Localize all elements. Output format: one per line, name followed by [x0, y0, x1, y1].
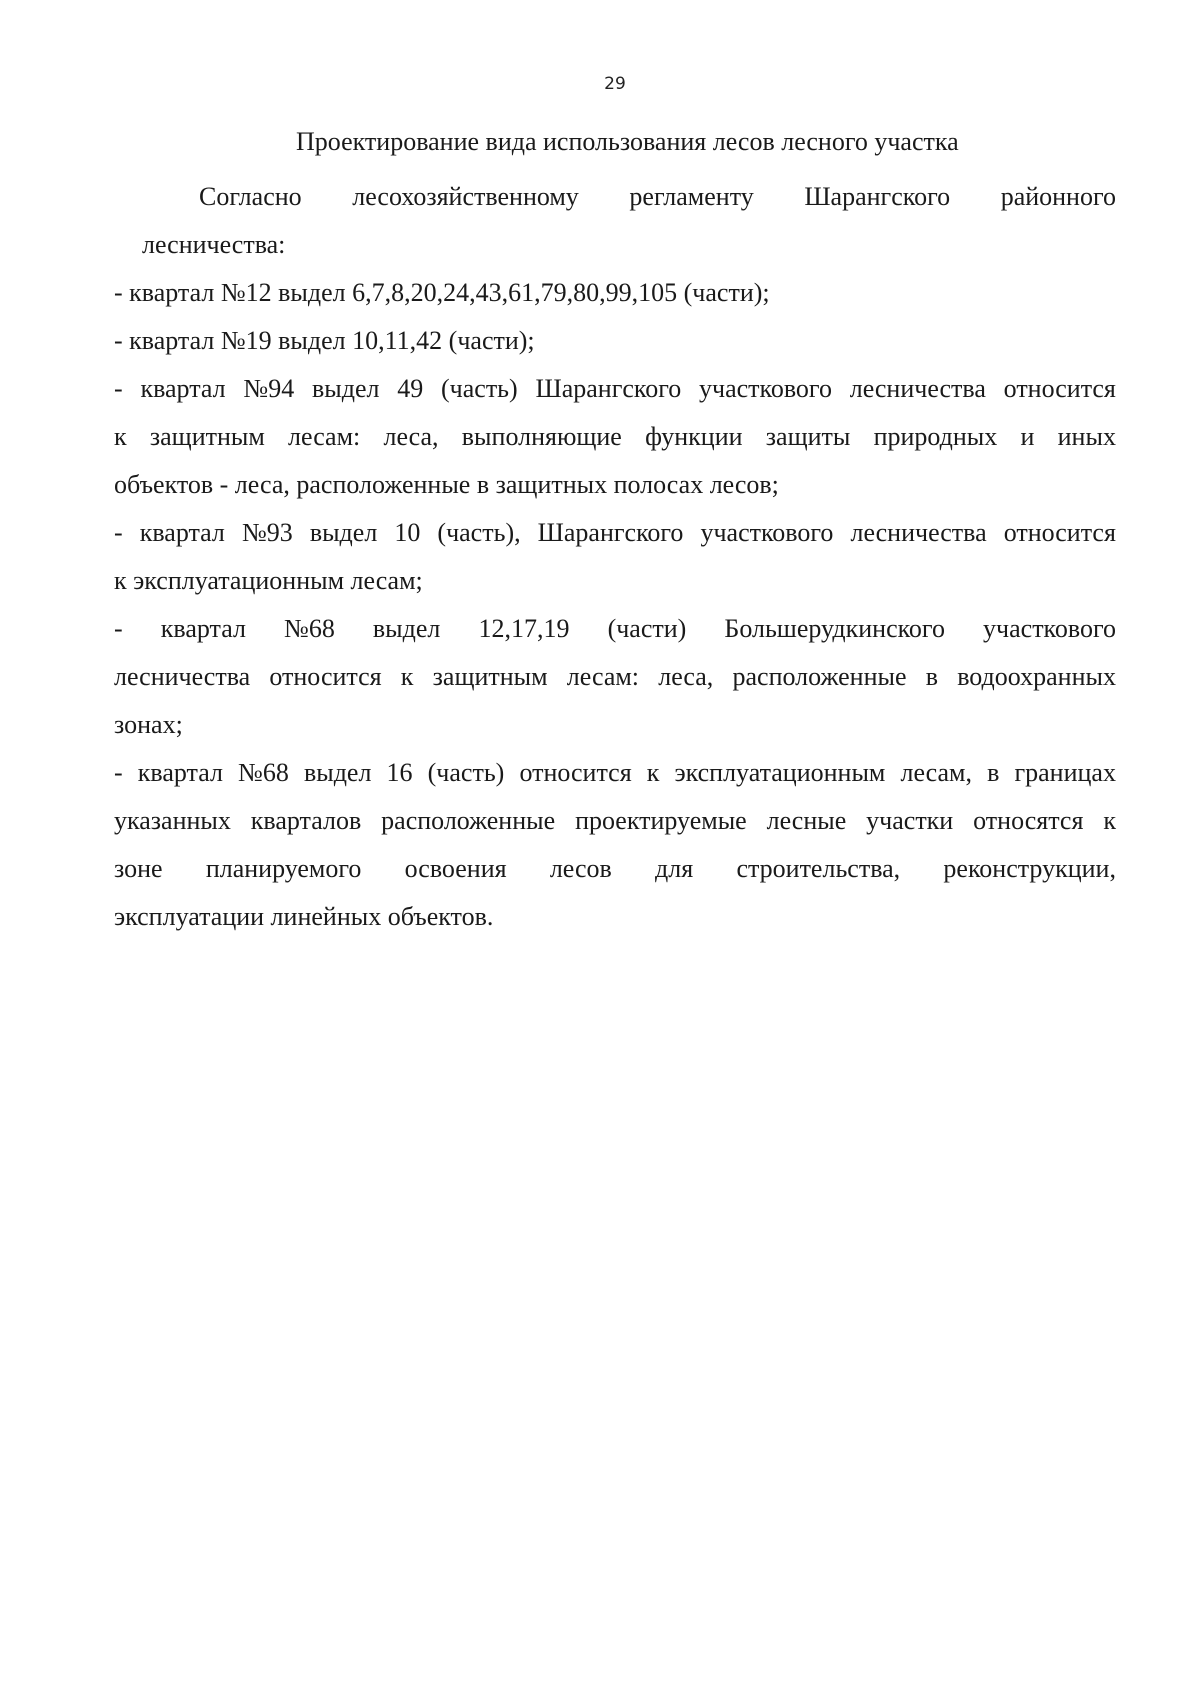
word: лесам,: [900, 758, 972, 787]
word: лесные: [766, 806, 847, 835]
list-item-quarter-68-16-line-1: [114, 749, 1116, 797]
word: освоения: [404, 854, 507, 883]
word: регламенту: [629, 182, 754, 211]
word: водоохранных: [957, 662, 1116, 691]
word: №68: [238, 758, 289, 787]
word: к: [646, 758, 660, 787]
list-item-quarter-68-line-2: [114, 653, 1116, 701]
word: в: [987, 758, 1000, 787]
word: выдел: [311, 374, 380, 403]
word: относится: [519, 758, 632, 787]
word: (части): [607, 614, 687, 643]
word: лесам:: [566, 662, 640, 691]
word: относится: [1003, 518, 1116, 547]
word: выдел: [372, 614, 441, 643]
word: природных: [873, 422, 998, 451]
word: Большерудкинского: [724, 614, 945, 643]
word: 10: [394, 518, 421, 547]
word: проектируемые: [575, 806, 747, 835]
word: защитным: [149, 422, 265, 451]
list-item-quarter-93-line-1: [114, 509, 1116, 557]
word: и: [1020, 422, 1035, 451]
list-item-quarter-19: - квартал №19 выдел 10,11,42 (части);: [114, 326, 535, 355]
word: (часть),: [437, 518, 521, 547]
list-item-quarter-94-line-1: [114, 365, 1116, 413]
word: №94: [243, 374, 295, 403]
word: участки: [866, 806, 954, 835]
word: Шарангского: [535, 374, 682, 403]
word: участкового: [699, 374, 832, 403]
word: лесохозяйственному: [352, 182, 579, 211]
page-number: 29: [604, 74, 626, 94]
section-title: Проектирование вида использования лесов лесного участка: [296, 127, 959, 156]
word: №68: [284, 614, 335, 643]
word: защиты: [765, 422, 851, 451]
word: к: [400, 662, 414, 691]
word: расположенные: [732, 662, 907, 691]
word: указанных: [114, 806, 231, 835]
word: кварталов: [250, 806, 362, 835]
word: -: [114, 614, 123, 643]
word: участкового: [983, 614, 1116, 643]
word: лесам:: [288, 422, 361, 451]
word: -: [114, 758, 123, 787]
list-item-quarter-68-line-3: зонах;: [114, 710, 183, 739]
word: границах: [1014, 758, 1116, 787]
document-body: [114, 173, 1116, 941]
word: участкового: [700, 518, 834, 547]
word: выполняющие: [461, 422, 622, 451]
word: к: [114, 422, 127, 451]
list-item-quarter-68-16-line-2: [114, 797, 1116, 845]
word: -: [114, 518, 123, 547]
word: лесничества: [850, 518, 987, 547]
word: иных: [1057, 422, 1116, 451]
word: выдел: [309, 518, 378, 547]
word: функции: [645, 422, 743, 451]
word: реконструкции,: [943, 854, 1116, 883]
word: защитным: [432, 662, 548, 691]
list-item-quarter-94-line-2: [114, 413, 1116, 461]
word: районного: [1000, 182, 1116, 211]
word: квартал: [160, 614, 246, 643]
list-item-quarter-68-line-1: [114, 605, 1116, 653]
intro-line: [114, 173, 1116, 221]
word: относится: [269, 662, 382, 691]
list-item-quarter-93-line-2: к эксплуатационным лесам;: [114, 566, 423, 595]
word: (часть): [427, 758, 505, 787]
word: эксплуатационным: [674, 758, 886, 787]
word: выдел: [303, 758, 372, 787]
word: (часть): [441, 374, 518, 403]
word: относится: [1003, 374, 1116, 403]
list-item-quarter-68-16-line-3: [114, 845, 1116, 893]
list-item-quarter-12: - квартал №12 выдел 6,7,8,20,24,43,61,79,80,99,105 (части);: [114, 278, 770, 307]
word: Шарангского: [804, 182, 951, 211]
word: зоне: [114, 854, 163, 883]
word: квартал: [137, 758, 223, 787]
list-item-quarter-94-line-3: объектов - леса, расположенные в защитных полосах лесов;: [114, 470, 779, 499]
intro-tail: лесничества:: [142, 230, 286, 259]
word: лесничества: [114, 662, 251, 691]
word: относятся: [973, 806, 1084, 835]
word: квартал: [140, 374, 226, 403]
word: к: [1103, 806, 1116, 835]
word: Шарангского: [537, 518, 684, 547]
word: 49: [397, 374, 424, 403]
word: для: [655, 854, 694, 883]
word: лесничества: [849, 374, 986, 403]
word: Согласно: [199, 182, 302, 211]
list-item-quarter-68-16-line-4: эксплуатации линейных объектов.: [114, 902, 494, 931]
word: расположенные: [381, 806, 556, 835]
word: 12,17,19: [478, 614, 570, 643]
word: в: [925, 662, 938, 691]
word: леса,: [383, 422, 439, 451]
word: 16: [386, 758, 413, 787]
word: -: [114, 374, 123, 403]
word: лесов: [549, 854, 612, 883]
word: строительства,: [736, 854, 901, 883]
word: №93: [241, 518, 293, 547]
word: леса,: [658, 662, 714, 691]
word: планируемого: [205, 854, 362, 883]
word: квартал: [139, 518, 225, 547]
